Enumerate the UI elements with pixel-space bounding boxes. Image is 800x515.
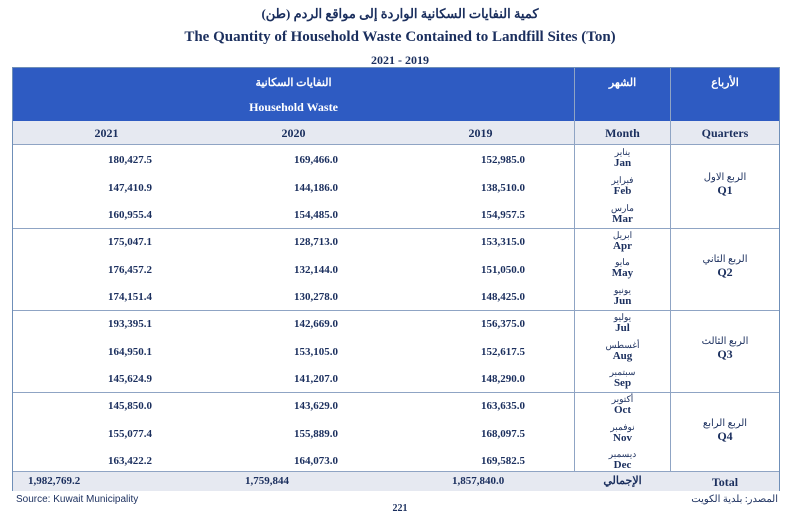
divider-q2-q3 <box>13 310 779 311</box>
month-ar: فبراير <box>611 175 634 185</box>
month-en: Nov <box>613 432 632 444</box>
month-cell <box>575 449 670 471</box>
table-cell: 138,510.0 <box>481 182 525 194</box>
total-label-en: Total <box>711 475 739 489</box>
month-ar: أغسطس <box>605 340 640 350</box>
month-en: May <box>611 267 634 279</box>
month-cell <box>575 422 670 444</box>
table-cell: 144,186.0 <box>294 182 338 194</box>
month-en: Feb <box>613 185 632 197</box>
month-ar: ديسمبر <box>608 449 637 459</box>
month-cell <box>575 147 670 169</box>
month-en: Jan <box>613 157 632 169</box>
table-cell: 152,617.5 <box>481 346 525 358</box>
month-en: Jun <box>613 295 632 307</box>
table-cell: 130,278.0 <box>294 291 338 303</box>
divider-q3-q4 <box>13 392 779 393</box>
header-waste-ar: النفايات السكانية <box>255 77 332 89</box>
month-ar: ابريل <box>612 230 633 240</box>
table-cell: 154,485.0 <box>294 209 338 221</box>
table-cell: 142,669.0 <box>294 318 338 330</box>
divider-q1-q2 <box>13 228 779 229</box>
table-cell: 169,466.0 <box>294 154 338 166</box>
month-cell <box>575 175 670 197</box>
col-header-2019: 2019 <box>387 121 574 145</box>
month-cell <box>575 230 670 252</box>
table-cell: 175,047.1 <box>108 236 152 248</box>
table-cell: 163,422.2 <box>108 455 152 467</box>
table-cell: 145,850.0 <box>108 400 152 412</box>
month-en: Dec <box>613 459 632 471</box>
table-cell: 148,290.0 <box>481 373 525 385</box>
table-cell: 128,713.0 <box>294 236 338 248</box>
month-en: Aug <box>612 350 633 362</box>
header-waste-en: Household Waste <box>249 100 338 114</box>
month-en: Sep <box>613 377 632 389</box>
month-ar: يوليو <box>613 312 632 322</box>
table-cell: 153,315.0 <box>481 236 525 248</box>
header-household-waste <box>13 68 574 121</box>
month-ar: يناير <box>614 147 631 157</box>
table-cell: 151,050.0 <box>481 264 525 276</box>
quarter-ar: الربع الثالث <box>701 336 749 347</box>
table-cell: 155,889.0 <box>294 428 338 440</box>
col-header-quarters: Quarters <box>671 121 779 145</box>
total-2019: 1,857,840.0 <box>452 475 505 487</box>
month-ar: مايو <box>615 257 630 267</box>
table-cell: 154,957.5 <box>481 209 525 221</box>
quarter-en: Q3 <box>717 347 733 361</box>
header-quarter-ar: الأرباع <box>711 77 739 89</box>
page-number: 221 <box>392 503 408 514</box>
month-ar: سبتمبر <box>609 367 636 377</box>
month-en: Apr <box>613 240 632 252</box>
col-header-2020: 2020 <box>200 121 387 145</box>
table-cell: 155,077.4 <box>108 428 152 440</box>
source-arabic: المصدر: بلدية الكويت <box>691 494 778 505</box>
quarter-ar: الربع الرابع <box>702 418 748 429</box>
quarter-ar: الربع الثاني <box>702 254 748 265</box>
table-cell: 163,635.0 <box>481 400 525 412</box>
table-cell: 168,097.5 <box>481 428 525 440</box>
quarter-ar: الربع الاول <box>703 172 747 183</box>
month-en: Jul <box>615 322 630 334</box>
month-cell <box>575 285 670 307</box>
total-2020: 1,759,844 <box>245 475 289 487</box>
month-cell <box>575 203 670 225</box>
quarter-q4 <box>671 418 779 444</box>
month-cell <box>575 340 670 362</box>
month-cell <box>575 367 670 389</box>
source-english: Source: Kuwait Municipality <box>16 494 139 505</box>
table-cell: 132,144.0 <box>294 264 338 276</box>
table-cell: 148,425.0 <box>481 291 525 303</box>
table-cell: 164,950.1 <box>108 346 152 358</box>
table-cell: 174,151.4 <box>108 291 152 303</box>
col-header-month: Month <box>575 121 670 145</box>
total-label-ar: الإجمالي <box>603 475 642 487</box>
table-cell: 164,073.0 <box>294 455 338 467</box>
month-ar: نوفمبر <box>610 422 635 432</box>
quarter-q2 <box>671 254 779 280</box>
title-years: 2021 - 2019 <box>371 53 429 67</box>
table-cell: 152,985.0 <box>481 154 525 166</box>
table-cell: 145,624.9 <box>108 373 152 385</box>
table-cell: 180,427.5 <box>108 154 152 166</box>
table-cell: 153,105.0 <box>294 346 338 358</box>
quarter-en: Q2 <box>717 265 733 279</box>
quarter-q1 <box>671 172 779 198</box>
total-2021: 1,982,769.2 <box>28 475 81 487</box>
table-cell: 193,395.1 <box>108 318 152 330</box>
header-month-ar: الشهر <box>608 77 637 89</box>
table-cell: 156,375.0 <box>481 318 525 330</box>
month-ar: مارس <box>611 203 634 213</box>
header-month <box>575 68 670 121</box>
month-cell <box>575 257 670 279</box>
table-cell: 169,582.5 <box>481 455 525 467</box>
month-cell <box>575 312 670 334</box>
table-cell: 176,457.2 <box>108 264 152 276</box>
table-cell: 160,955.4 <box>108 209 152 221</box>
table-cell: 147,410.9 <box>108 182 152 194</box>
month-cell <box>575 394 670 416</box>
title-arabic: كمية النفايات السكانية الواردة إلى مواقع الردم (طن) <box>261 6 539 21</box>
quarter-q3 <box>671 336 779 362</box>
table-cell: 141,207.0 <box>294 373 338 385</box>
month-ar: أكتوبر <box>611 394 634 404</box>
quarter-en: Q4 <box>717 429 733 443</box>
month-en: Oct <box>613 404 632 416</box>
table-cell: 143,629.0 <box>294 400 338 412</box>
col-header-2021: 2021 <box>13 121 200 145</box>
month-ar: يونيو <box>613 285 632 295</box>
quarter-en: Q1 <box>717 183 733 197</box>
header-quarters <box>671 68 779 121</box>
month-en: Mar <box>612 213 633 225</box>
title-english: The Quantity of Household Waste Contained to Landfill Sites (Ton) <box>184 29 616 45</box>
